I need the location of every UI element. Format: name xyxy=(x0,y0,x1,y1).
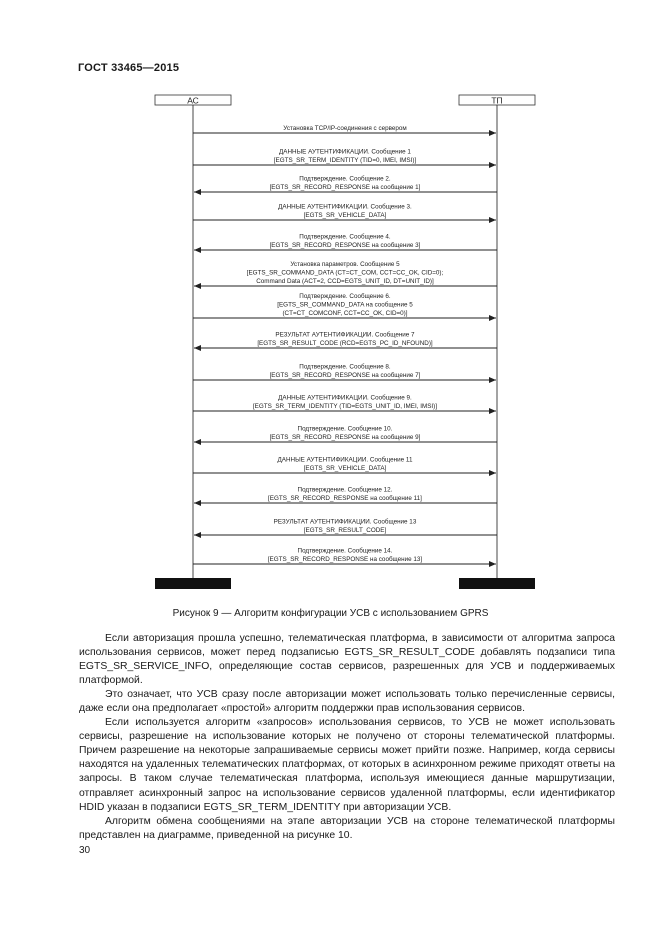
message-label: Установка параметров. Сообщение 5 xyxy=(290,260,400,268)
message-group xyxy=(193,125,497,564)
message-label: (CT=CT_COMCONF, CCT=CC_OK, CID=0)] xyxy=(282,310,408,317)
message-10 xyxy=(193,393,496,411)
actor-right-label: ТП xyxy=(491,95,503,106)
message-label: [EGTS_SR_RECORD_RESPONSE на сообщение 11] xyxy=(268,495,422,502)
paragraph: Алгоритм обмена сообщениями на этапе авторизации УСВ на стороне телематической платформы представлен на диаграмме, приведенной на рисунке 10. xyxy=(79,815,615,841)
message-7 xyxy=(193,292,496,318)
lifeline-right-end xyxy=(459,578,535,589)
message-label: [EGTS_SR_RECORD_RESPONSE на сообщение 13] xyxy=(267,556,423,563)
message-label: Command Data (ACT=2, CCD=EGTS_UNIT_ID, DT=UNIT_ID)] xyxy=(256,278,434,285)
message-label: Подтверждение. Сообщение 2. xyxy=(299,175,391,183)
actor-right xyxy=(459,95,535,106)
figure-caption: Рисунок 9 — Алгоритм конфигурации УСВ с использованием GPRS xyxy=(172,608,489,619)
message-13 xyxy=(194,485,497,503)
message-11 xyxy=(194,424,497,442)
message-label: РЕЗУЛЬТАТ АУТЕНТИФИКАЦИИ. Сообщение 13 xyxy=(273,518,417,526)
message-12 xyxy=(193,455,496,473)
message-label: [EGTS_SR_RESULT_CODE] xyxy=(303,527,387,534)
message-14 xyxy=(194,517,497,535)
message-15 xyxy=(193,546,496,564)
message-2 xyxy=(193,147,496,165)
message-1 xyxy=(193,125,496,133)
message-8 xyxy=(194,330,497,348)
message-label: Подтверждение. Сообщение 6. xyxy=(299,292,391,300)
message-label: [EGTS_SR_COMMAND_DATA на сообщение 5 xyxy=(277,301,413,309)
actor-left xyxy=(155,95,231,106)
message-9 xyxy=(193,362,496,380)
body-text xyxy=(79,632,615,843)
page-number: 30 xyxy=(79,845,91,856)
message-label: Подтверждение. Сообщение 14. xyxy=(297,547,393,555)
message-label: [EGTS_SR_TERM_IDENTITY (TID=0, IMEI, IMSI)] xyxy=(273,157,417,164)
message-3 xyxy=(194,174,497,192)
lifeline-left-end xyxy=(155,578,231,589)
message-label: [EGTS_SR_COMMAND_DATA (CT=CT_COM, CCT=CC_OK, CID=0); xyxy=(246,269,444,277)
paragraph: Это означает, что УСВ сразу после авторизации может использовать только перечисленные сервисы, даже если она предполагает «простой» алгоритм поддержки прав использования сервисов. xyxy=(79,689,615,715)
message-label: [EGTS_SR_RECORD_RESPONSE на сообщение 9] xyxy=(269,434,421,441)
actor-left-label: АС xyxy=(187,95,199,106)
paragraph: Если авторизация прошла успешно, телематическая платформа, в зависимости от алгоритма запроса использования сервисов, может перед подзаписью EGTS_SR_RESULT_CODE добавлять подзаписи типа EGTS_SR_SERVICE_INFO, определяющие состав сервисов, разрешенных для УСВ и поддерживаемых платформой. xyxy=(79,633,615,687)
message-label: ДАННЫЕ АУТЕНТИФИКАЦИИ. Сообщение 9. xyxy=(278,394,412,402)
message-5 xyxy=(194,232,497,250)
message-label: РЕЗУЛЬТАТ АУТЕНТИФИКАЦИИ. Сообщение 7 xyxy=(275,331,415,339)
message-label: [EGTS_SR_RECORD_RESPONSE на сообщение 1] xyxy=(269,184,421,191)
message-6 xyxy=(194,260,497,286)
message-label: [EGTS_SR_VEHICLE_DATA] xyxy=(303,212,387,219)
message-label: ДАННЫЕ АУТЕНТИФИКАЦИИ. Сообщение 1 xyxy=(279,148,411,156)
document-header: ГОСТ 33465—2015 xyxy=(78,62,180,74)
message-label: [EGTS_SR_VEHICLE_DATA] xyxy=(303,465,387,472)
message-label: [EGTS_SR_TERM_IDENTITY (TID=EGTS_UNIT_ID, IMEI, IMSI)] xyxy=(252,403,438,410)
message-label: [EGTS_SR_RESULT_CODE (RCD=EGTS_PC_ID_NFOUND)] xyxy=(257,340,433,347)
message-4 xyxy=(193,202,496,220)
message-label: Подтверждение. Сообщение 12. xyxy=(297,486,393,494)
message-label: ДАННЫЕ АУТЕНТИФИКАЦИИ. Сообщение 11 xyxy=(277,456,413,464)
message-label: ДАННЫЕ АУТЕНТИФИКАЦИИ. Сообщение 3. xyxy=(278,203,412,211)
message-label: Подтверждение. Сообщение 10. xyxy=(297,425,393,433)
message-label: Подтверждение. Сообщение 4. xyxy=(299,233,391,241)
message-label: [EGTS_SR_RECORD_RESPONSE на сообщение 7] xyxy=(269,372,421,379)
message-label: Подтверждение. Сообщение 8. xyxy=(299,363,391,371)
message-label: [EGTS_SR_RECORD_RESPONSE на сообщение 3] xyxy=(269,242,421,249)
message-label: Установка TCP/IP-соединения с сервером xyxy=(283,125,407,132)
paragraph: Если используется алгоритм «запросов» использования сервисов, то УСВ не может использовать сервисы, разрешение на использование которых не получено от стороны телематической платформы. Причем разрешение на некоторые запрашиваемые сервисы может прийти позже. Например, когда сервисы находятся на удаленных телематических платформах, от которых в асинхронном режиме приходят ответы на запросы. В таком случае телематическая платформа, используя имеющиеся данные маршрутизации, отправляет асинхронный запрос на использование сервисов удаленной платформы, если идентификатор HDID указан в подзаписи EGTS_SR_TERM_IDENTITY при авторизации УСВ. xyxy=(79,717,615,813)
